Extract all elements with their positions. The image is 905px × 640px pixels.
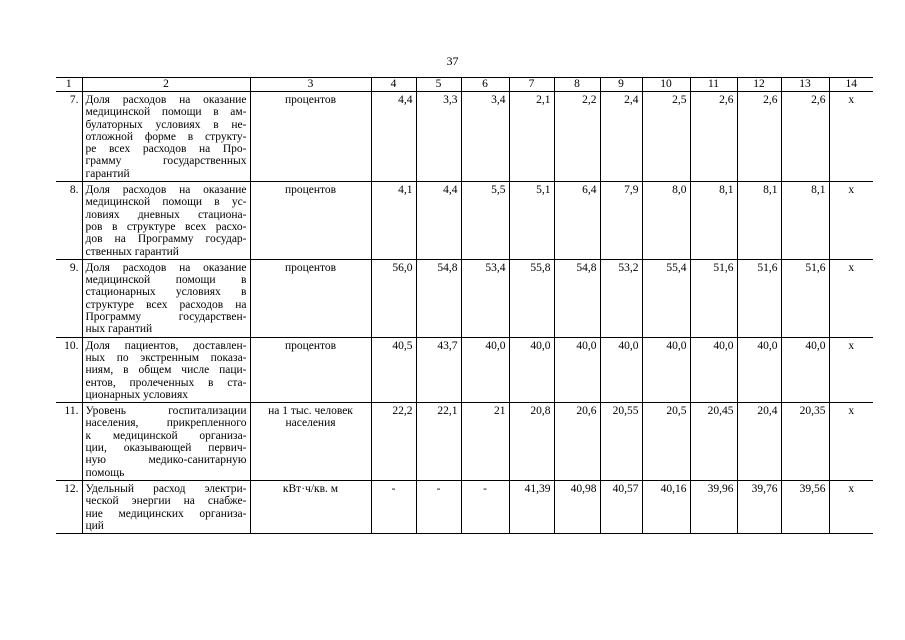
- column-header-2: 2: [82, 78, 250, 92]
- column-header-5: 5: [416, 78, 461, 92]
- value-cell: 40,57: [600, 480, 642, 533]
- table-row: [56, 92, 873, 182]
- column-header-4: 4: [371, 78, 416, 92]
- indicator-name-line: населения, прикрепленного: [85, 417, 247, 430]
- row-number: 8.: [56, 182, 82, 260]
- value-cell-col14: х: [829, 92, 873, 182]
- indicator-name-line: ре всех расходов на Про-: [85, 143, 247, 156]
- indicator-name-line: дов на Программу государ-: [85, 233, 247, 246]
- value-cell: 2,5: [642, 92, 690, 182]
- value-cell: 39,76: [737, 480, 781, 533]
- value-cell: 43,7: [416, 337, 461, 402]
- indicator-name-line: ниям, в общем числе паци-: [85, 364, 247, 377]
- value-cell: 20,6: [554, 403, 600, 481]
- value-cell: 39,96: [690, 480, 737, 533]
- value-cell: 20,55: [600, 403, 642, 481]
- value-cell: 51,6: [737, 259, 781, 337]
- value-cell: 40,0: [554, 337, 600, 402]
- column-header-10: 10: [642, 78, 690, 92]
- row-number: 7.: [56, 92, 82, 182]
- column-header-14: 14: [829, 78, 873, 92]
- value-cell: 51,6: [690, 259, 737, 337]
- value-cell: 41,39: [509, 480, 554, 533]
- unit-of-measure: процентов: [250, 182, 371, 260]
- unit-of-measure: процентов: [250, 259, 371, 337]
- indicator-name-line: Доля пациентов, доставлен-: [85, 339, 247, 352]
- value-cell: 8,1: [690, 182, 737, 260]
- value-cell: 40,0: [737, 337, 781, 402]
- value-cell: 2,2: [554, 92, 600, 182]
- column-header-12: 12: [737, 78, 781, 92]
- value-cell-col14: х: [829, 480, 873, 533]
- indicator-name-line: ную медико-санитарную: [85, 454, 247, 467]
- indicator-name-line: Доля расходов на оказание: [85, 184, 247, 197]
- value-cell: 20,5: [642, 403, 690, 481]
- unit-of-measure: процентов: [250, 92, 371, 182]
- column-header-7: 7: [509, 78, 554, 92]
- indicator-name-line: ственных гарантий: [85, 245, 179, 258]
- indicator-name: [82, 403, 250, 481]
- value-cell: 51,6: [781, 259, 829, 337]
- value-cell: 5,1: [509, 182, 554, 260]
- value-cell: 53,2: [600, 259, 642, 337]
- value-cell: 39,56: [781, 480, 829, 533]
- indicator-name-line: гарантий: [85, 167, 130, 180]
- value-cell: 2,6: [781, 92, 829, 182]
- value-cell-col14: х: [829, 259, 873, 337]
- value-cell: 20,35: [781, 403, 829, 481]
- column-header-13: 13: [781, 78, 829, 92]
- indicator-name-line: ние медицинских организа-: [85, 507, 247, 520]
- value-cell: 55,8: [509, 259, 554, 337]
- table-row: [56, 259, 873, 337]
- value-cell: 20,8: [509, 403, 554, 481]
- indicator-name-line: грамму государственных: [85, 155, 247, 168]
- value-cell: 40,98: [554, 480, 600, 533]
- indicator-name-line: Удельный расход электри-: [85, 482, 247, 495]
- value-cell: 6,4: [554, 182, 600, 260]
- row-number: 11.: [56, 403, 82, 481]
- value-cell: 2,4: [600, 92, 642, 182]
- value-cell: -: [461, 480, 509, 533]
- value-cell: 40,0: [642, 337, 690, 402]
- indicators-table: [56, 77, 873, 534]
- indicator-name-line: ческой энергии на снабже-: [85, 495, 247, 508]
- value-cell: 20,4: [737, 403, 781, 481]
- value-cell: 40,0: [600, 337, 642, 402]
- column-header-6: 6: [461, 78, 509, 92]
- indicator-name-line: ных гарантий: [85, 323, 153, 336]
- indicator-name-line: ров в структуре всех расхо-: [85, 220, 247, 233]
- unit-of-measure: процентов: [250, 337, 371, 402]
- indicator-name-line: медицинской помощи в ам-: [85, 106, 247, 119]
- table-row: [56, 182, 873, 260]
- value-cell: -: [371, 480, 416, 533]
- value-cell: 40,0: [509, 337, 554, 402]
- table-row: [56, 480, 873, 533]
- value-cell: 40,16: [642, 480, 690, 533]
- value-cell: 21: [461, 403, 509, 481]
- indicator-name-line: Доля расходов на оказание: [85, 261, 247, 274]
- value-cell-col14: х: [829, 182, 873, 260]
- row-number: 9.: [56, 259, 82, 337]
- value-cell: 3,3: [416, 92, 461, 182]
- table-body: [56, 92, 873, 534]
- value-cell: 40,0: [781, 337, 829, 402]
- value-cell: 8,0: [642, 182, 690, 260]
- value-cell: 54,8: [554, 259, 600, 337]
- value-cell: 40,0: [690, 337, 737, 402]
- indicator-name-line: ных по экстренным показа-: [85, 351, 247, 364]
- header-row: [56, 78, 873, 92]
- indicator-name-line: Программу государствен-: [85, 311, 247, 324]
- value-cell: 3,4: [461, 92, 509, 182]
- indicator-name-line: Уровень госпитализации: [85, 405, 247, 418]
- indicator-name-line: медицинской помощи в: [85, 274, 247, 287]
- unit-of-measure: кВт·ч/кв. м: [250, 480, 371, 533]
- indicator-name-line: ционарных условиях: [85, 388, 189, 401]
- table-row: [56, 337, 873, 402]
- column-header-8: 8: [554, 78, 600, 92]
- value-cell: 7,9: [600, 182, 642, 260]
- indicator-name-line: отложной форме в структу-: [85, 130, 247, 143]
- indicator-name-line: ентов, пролеченных в ста-: [85, 376, 247, 389]
- column-header-9: 9: [600, 78, 642, 92]
- indicator-name-line: структуре всех расходов на: [85, 298, 247, 311]
- indicator-name: [82, 182, 250, 260]
- value-cell-col14: х: [829, 337, 873, 402]
- value-cell: 22,1: [416, 403, 461, 481]
- value-cell: 22,2: [371, 403, 416, 481]
- indicator-name-line: медицинской помощи в ус-: [85, 196, 247, 209]
- value-cell: 54,8: [416, 259, 461, 337]
- value-cell: 56,0: [371, 259, 416, 337]
- indicator-name-line: ции, оказывающей первич-: [85, 442, 247, 455]
- value-cell: 4,1: [371, 182, 416, 260]
- value-cell: 5,5: [461, 182, 509, 260]
- value-cell: 53,4: [461, 259, 509, 337]
- column-header-11: 11: [690, 78, 737, 92]
- value-cell: 8,1: [737, 182, 781, 260]
- indicator-name: [82, 259, 250, 337]
- row-number: 12.: [56, 480, 82, 533]
- value-cell: 20,45: [690, 403, 737, 481]
- value-cell: 8,1: [781, 182, 829, 260]
- indicator-name-line: ций: [85, 519, 104, 532]
- value-cell: 2,6: [737, 92, 781, 182]
- unit-of-measure: на 1 тыс. человек населения: [250, 403, 371, 481]
- indicator-name-line: булаторных условиях в не-: [85, 118, 247, 131]
- value-cell: 2,1: [509, 92, 554, 182]
- value-cell: 55,4: [642, 259, 690, 337]
- value-cell: 4,4: [416, 182, 461, 260]
- indicator-name: [82, 92, 250, 182]
- row-number: 10.: [56, 337, 82, 402]
- indicator-name-line: ловиях дневных стациона-: [85, 208, 247, 221]
- value-cell: -: [416, 480, 461, 533]
- page-number: 37: [446, 54, 459, 68]
- value-cell-col14: х: [829, 403, 873, 481]
- indicator-name-line: к медицинской организа-: [85, 429, 247, 442]
- indicator-name: [82, 337, 250, 402]
- value-cell: 40,0: [461, 337, 509, 402]
- indicator-name-line: помощь: [85, 466, 125, 479]
- indicator-name-line: стационарных условиях в: [85, 286, 247, 299]
- indicator-name-line: Доля расходов на оказание: [85, 94, 247, 106]
- value-cell: 2,6: [690, 92, 737, 182]
- value-cell: 40,5: [371, 337, 416, 402]
- indicator-name: [82, 480, 250, 533]
- value-cell: 4,4: [371, 92, 416, 182]
- table-row: [56, 403, 873, 481]
- column-header-3: 3: [250, 78, 371, 92]
- column-header-1: 1: [56, 78, 82, 92]
